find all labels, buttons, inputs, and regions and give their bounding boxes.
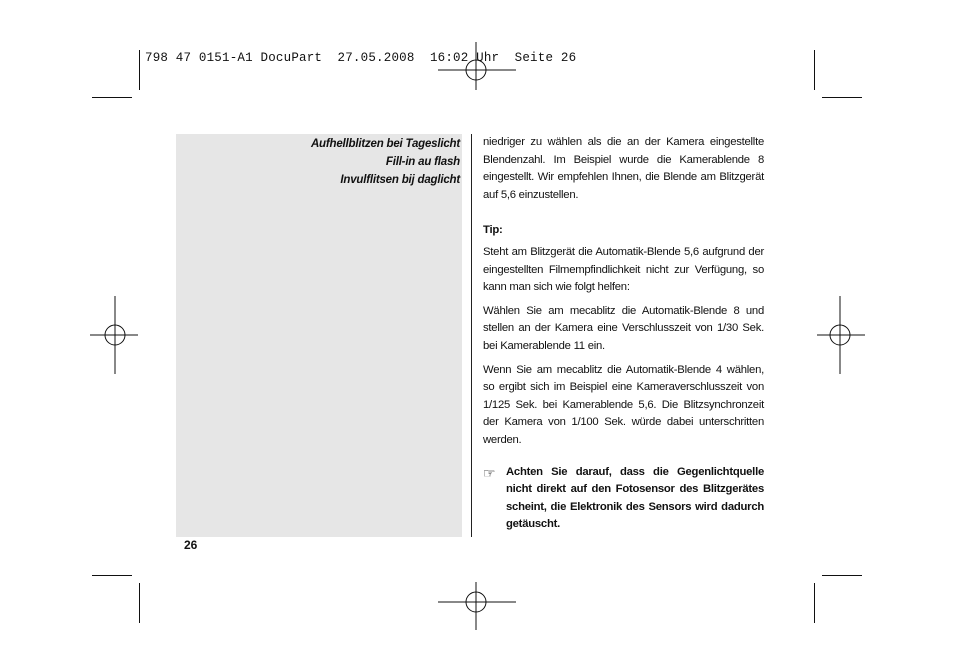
- pointing-hand-icon: ☞: [483, 464, 496, 481]
- tip-paragraph-3: Wenn Sie am mecablitz die Automatik-Blende 4 wählen, so ergibt sich im Beispiel eine Kameraverschlusszeit von 1/125 Sek. bei Kamerablende 5,6. Die Blitzsynchronzeit der Kamera von 1/100 Sek. würde dabei unterschritten werden.: [483, 363, 764, 446]
- crop-mark-top-left-vertical: [139, 50, 140, 90]
- tip-paragraph-2: Wählen Sie am mecablitz die Automatik-Blende 8 und stellen an der Kamera eine Verschlusszeit von 1/30 Sek. bei Kamerablende 11 ein.: [483, 304, 764, 352]
- registration-mark-top: [438, 42, 516, 90]
- section-titles: [176, 135, 460, 189]
- registration-mark-right: [817, 296, 865, 374]
- section-title-dutch: Invulflitsen bij daglicht: [340, 174, 460, 186]
- crop-mark-bottom-left-vertical: [139, 583, 140, 623]
- print-imprint-line: 798 47 0151-A1 DocuPart 27.05.2008 16:02 Uhr Seite 26: [145, 51, 577, 65]
- note-block: [483, 464, 764, 534]
- crop-mark-top-right-vertical: [814, 50, 815, 90]
- column-divider: [471, 134, 472, 537]
- crop-mark-bottom-left-horizontal: [92, 575, 132, 576]
- section-title-french: Fill-in au flash: [385, 156, 460, 168]
- note-text: Achten Sie darauf, dass die Gegenlichtquelle nicht direkt auf den Fotosensor des Blitzgerätes scheint, die Elektronik des Sensors wird dadurch getäuscht.: [506, 465, 764, 531]
- body-text: [483, 134, 764, 534]
- section-title-german: Aufhellblitzen bei Tageslicht: [310, 138, 460, 150]
- tip-label: Tip:: [483, 224, 503, 237]
- registration-mark-left: [90, 296, 138, 374]
- registration-mark-bottom: [438, 582, 516, 630]
- page-number: 26: [184, 538, 198, 552]
- crop-mark-bottom-right-horizontal: [822, 575, 862, 576]
- intro-paragraph: niedriger zu wählen als die an der Kamera eingestellte Blendenzahl. Im Beispiel wurde die Kamerablende 8 eingestellt. Wir empfehlen Ihnen, die Blende am Blitzgerät auf 5,6 einzustellen.: [483, 136, 764, 201]
- crop-mark-top-right-horizontal: [822, 97, 862, 98]
- crop-mark-bottom-right-vertical: [814, 583, 815, 623]
- sidebar-column: [176, 134, 462, 537]
- crop-mark-top-left-horizontal: [92, 97, 132, 98]
- tip-paragraph-1: Steht am Blitzgerät die Automatik-Blende 5,6 aufgrund der eingestellten Filmempfindlichkeit nicht zur Verfügung, so kann man sich wie folgt helfen:: [483, 245, 764, 294]
